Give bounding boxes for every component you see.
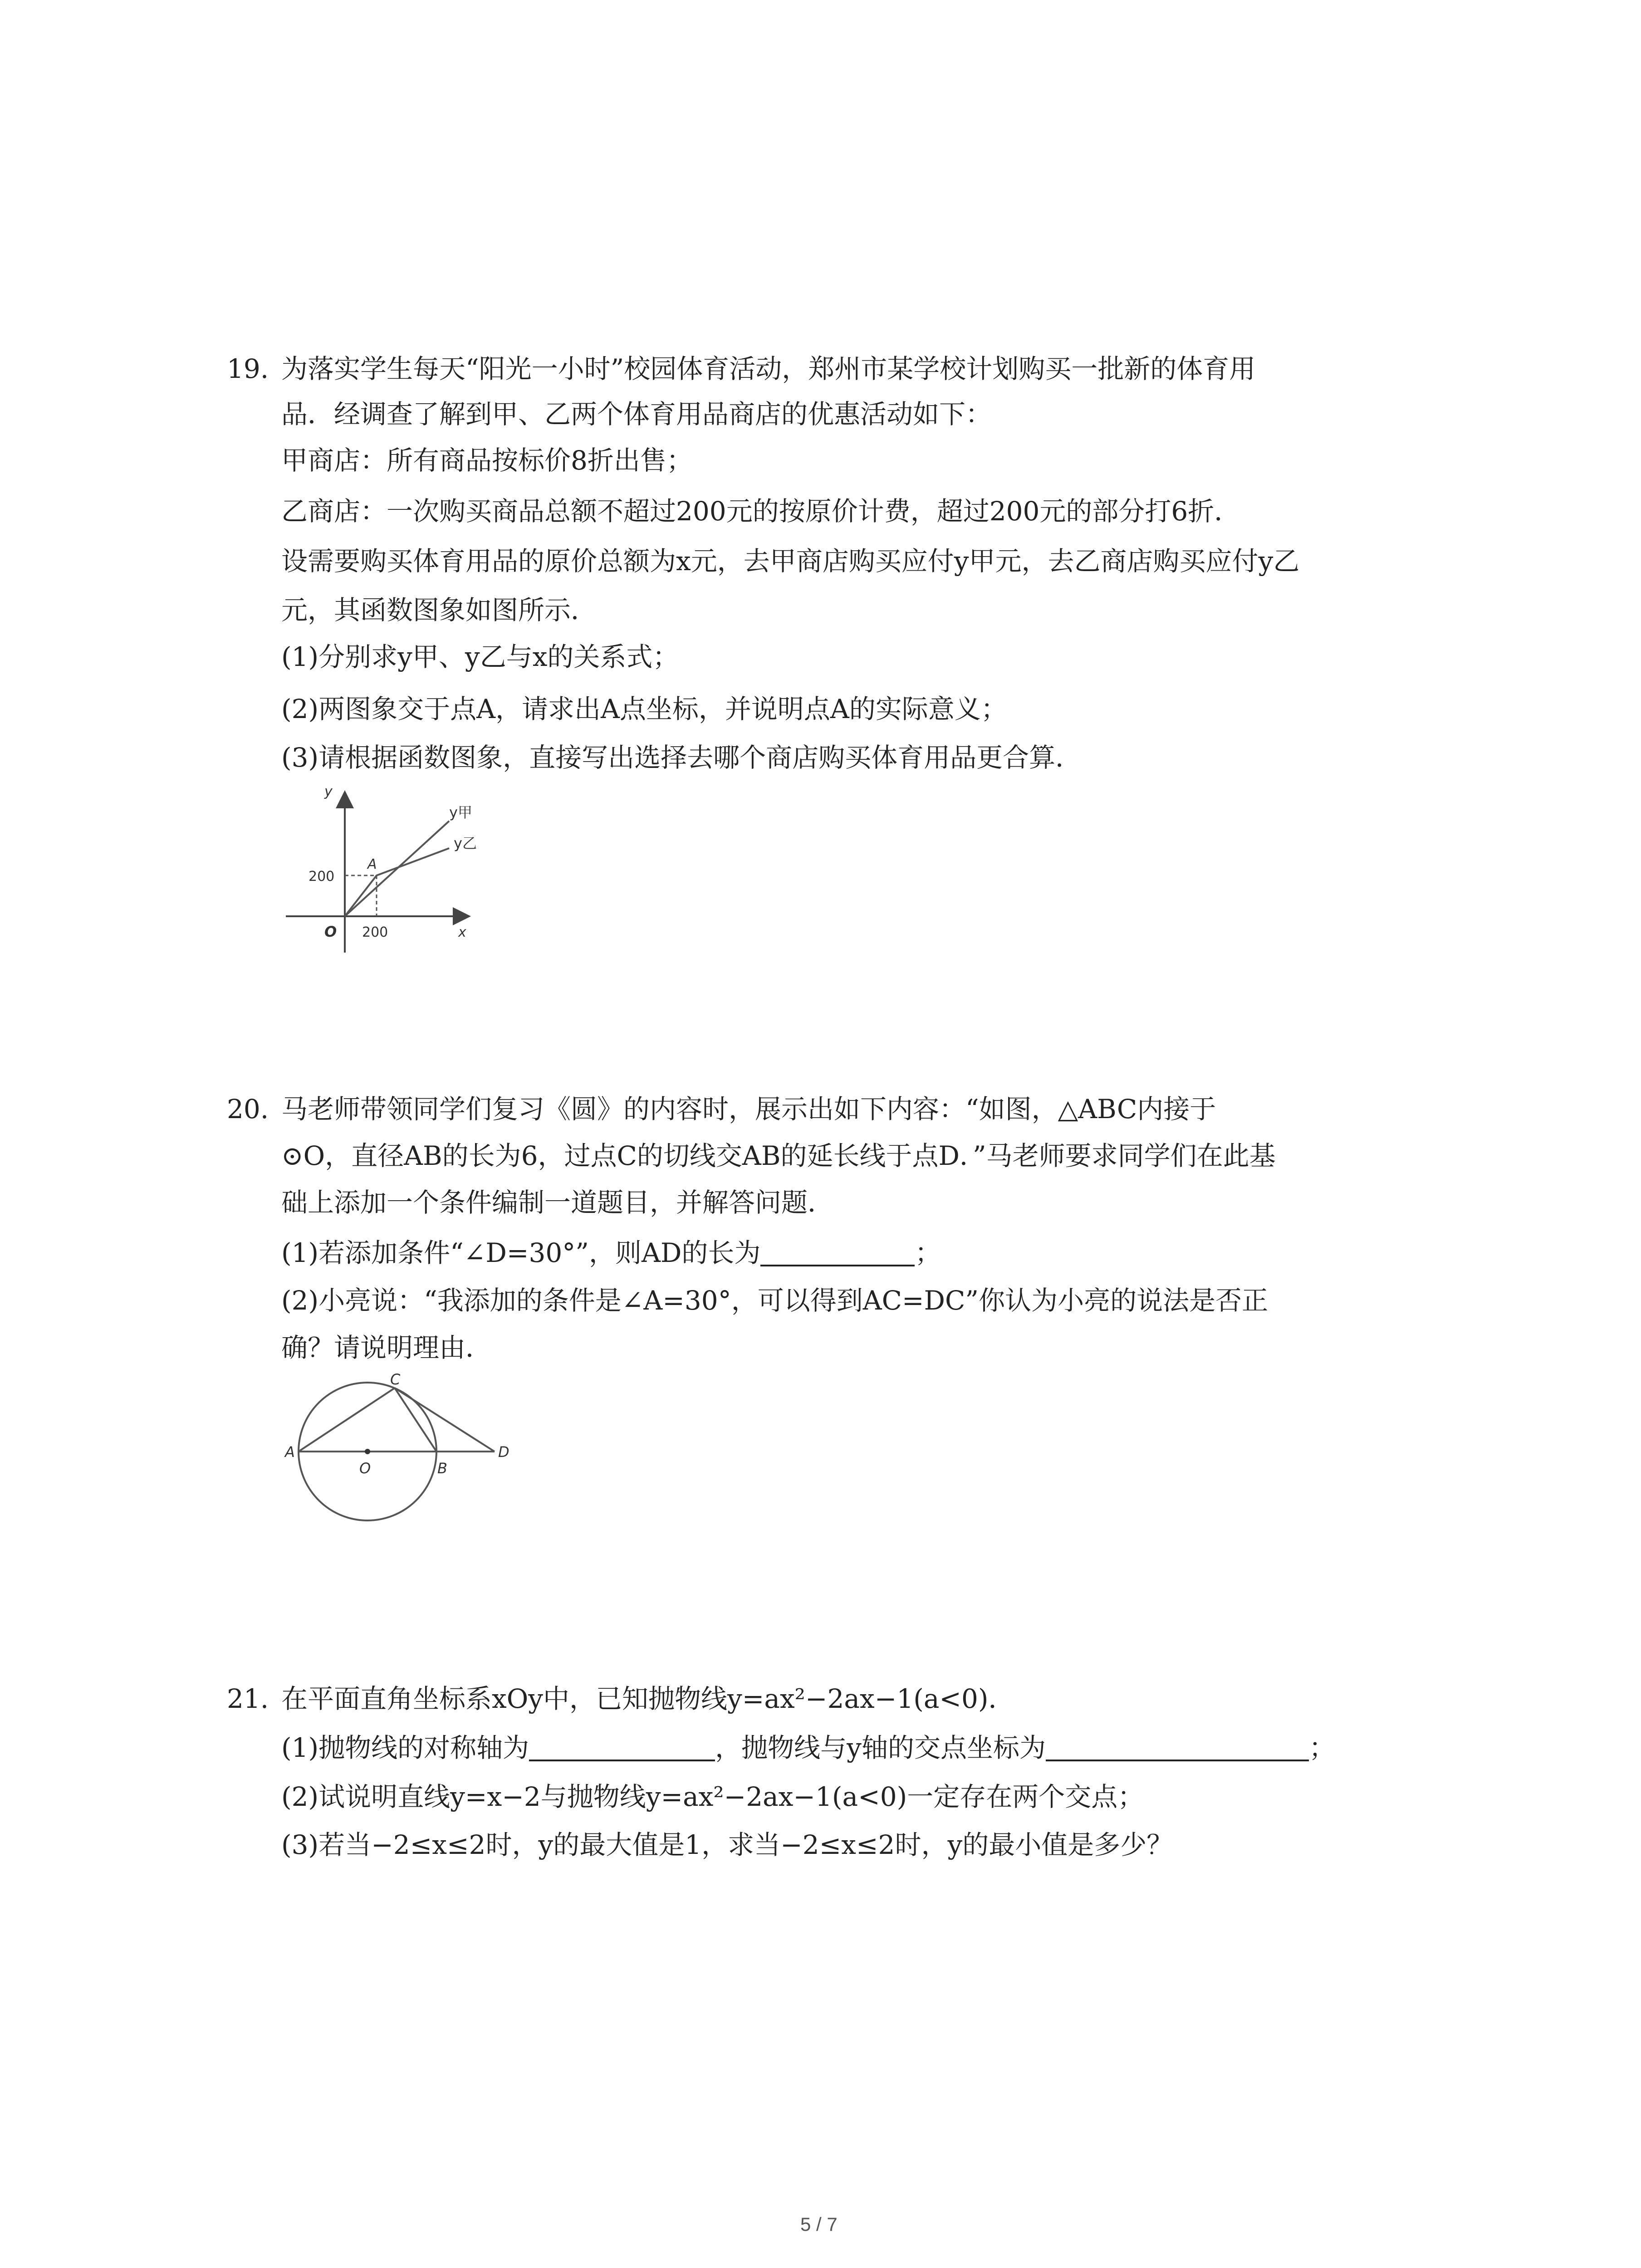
- q20-line-1: 马老师带领同学们复习《圆》的内容时，展示出如下内容：“如图，△ABC内接于: [281, 1094, 1216, 1124]
- q20-tangent-cd: [395, 1388, 495, 1452]
- q20-answer-blank: [760, 1238, 915, 1266]
- q21-axis-blank: [529, 1733, 715, 1761]
- q20-sub-1: [281, 1232, 941, 1273]
- q21-sub-1-text-b: ，抛物线与y轴的交点坐标为: [715, 1732, 1046, 1763]
- q19-line-yi: [345, 848, 449, 916]
- q21-sub-3: (3)若当−2≤x≤2时，y的最大值是1，求当−2≤x≤2时，y的最小值是多少？: [281, 1829, 1173, 1860]
- q20-sub-2-line-1: (2)小亮说：“我添加的条件是∠A=30°，可以得到AC=DC”你认为小亮的说法是否正: [281, 1285, 1269, 1316]
- q20-circle-figure: [281, 1370, 535, 1533]
- q19-sub-1: (1)分别求y甲、y乙与x的关系式；: [281, 641, 679, 672]
- q19-tick-x: 200: [362, 924, 388, 940]
- q21-number: 21.: [227, 1683, 269, 1714]
- q21-sub-1-text-c: ；: [1308, 1732, 1335, 1763]
- q19-line-6: 元，其函数图象如图所示．: [281, 595, 598, 626]
- q20-number: 20.: [227, 1094, 269, 1124]
- q19-line-3: 甲商店：所有商品按标价8折出售；: [281, 445, 693, 476]
- q20-line-2: ⊙O，直径AB的长为6，过点C的切线交AB的延长线于点D．”马老师要求同学们在此基: [281, 1140, 1276, 1171]
- q20-sub-2-line-2: 确？请说明理由．: [281, 1332, 492, 1363]
- q20-label-a: A: [285, 1443, 295, 1461]
- q19-line-2: 品．经调查了解到甲、乙两个体育用品商店的优惠活动如下：: [281, 399, 992, 430]
- q19-line-4: 乙商店：一次购买商品总额不超过200元的按原价计费，超过200元的部分打6折．: [281, 496, 1241, 527]
- q19-tick-y: 200: [309, 869, 335, 885]
- q19-function-graph: [272, 780, 526, 962]
- page-number: 5 / 7: [800, 2214, 838, 2235]
- q19-label-jia: y甲: [449, 804, 472, 821]
- q20-label-b: B: [437, 1460, 447, 1477]
- q21-sub-1-text-a: (1)抛物线的对称轴为: [281, 1732, 529, 1763]
- q20-label-c: C: [390, 1371, 401, 1388]
- q20-segment-ac: [299, 1388, 395, 1452]
- q20-label-o: O: [359, 1460, 371, 1477]
- q19-number: 19.: [227, 353, 269, 384]
- q19-origin-label: O: [324, 923, 337, 940]
- q20-segment-cb: [395, 1388, 436, 1452]
- q21-sub-2: (2)试说明直线y=x−2与抛物线y=ax²−2ax−1(a<0)一定存在两个交点；: [281, 1781, 1144, 1812]
- q19-sub-2: (2)两图象交于点A，请求出A点坐标，并说明点A的实际意义；: [281, 694, 1007, 724]
- q20-sub-1-end: ；: [915, 1237, 941, 1268]
- q21-line-1: 在平面直角坐标系xOy中，已知抛物线y=ax²−2ax−1(a<0)．: [281, 1683, 1015, 1714]
- q19-sub-3: (3)请根据函数图象，直接写出选择去哪个商店购买体育用品更合算．: [281, 742, 1082, 773]
- q20-line-3: 础上添加一个条件编制一道题目，并解答问题．: [281, 1187, 834, 1218]
- q19-line-1: 为落实学生每天“阳光一小时”校园体育活动，郑州市某学校计划购买一批新的体育用: [281, 353, 1256, 384]
- q19-y-label: y: [324, 784, 333, 800]
- q19-point-a: A: [367, 856, 377, 872]
- q19-x-label: x: [458, 924, 466, 940]
- q19-label-yi: y乙: [454, 835, 477, 852]
- q20-sub-1-text: (1)若添加条件“∠D=30°”，则AD的长为: [281, 1237, 761, 1268]
- q20-label-d: D: [498, 1443, 509, 1461]
- q21-sub-1: [281, 1727, 1335, 1768]
- q19-line-5: 设需要购买体育用品的原价总额为x元，去甲商店购买应付y甲元，去乙商店购买应付y乙: [281, 546, 1300, 577]
- q21-intersection-blank: [1046, 1733, 1309, 1761]
